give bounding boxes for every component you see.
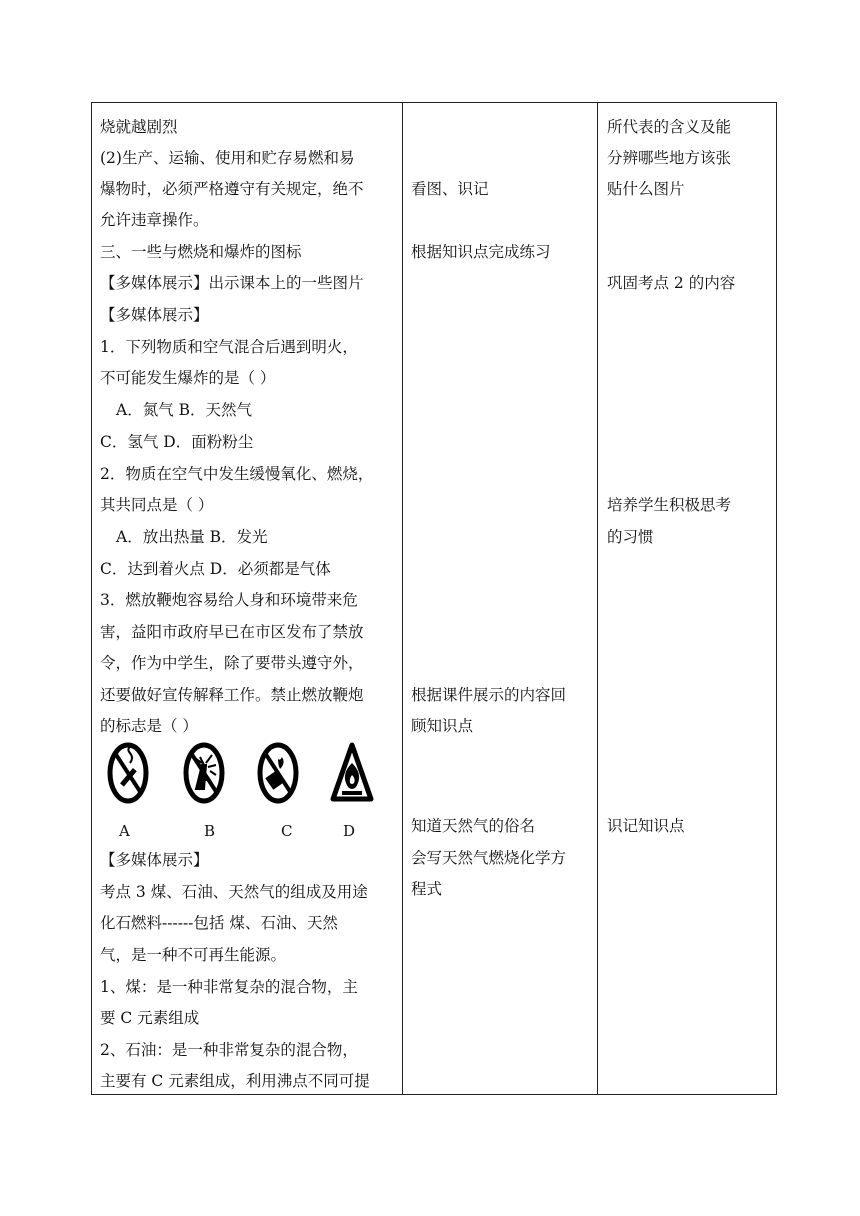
question-2-cont: 其共同点是（ ） [100,496,214,514]
question-3: 3．燃放鞭炮容易给人身和环境带来危 [100,591,358,609]
content-line: 2、石油：是一种非常复杂的混合物， [100,1041,358,1059]
topic-heading: 考点 3 煤、石油、天然气的组成及用途 [100,883,368,901]
content-line: 【多媒体展示】出示课本上的一些图片 [100,274,364,292]
intent-line: 分辨哪些地方该张 [607,149,732,167]
question-1-options-ab: A．氮气 B．天然气 [116,401,253,419]
content-line: 化石燃料------包括 煤、石油、天然 [100,914,338,932]
intent-line: 贴什么图片 [607,180,685,198]
lesson-table [91,102,777,1095]
activity-line: 根据课件展示的内容回 [411,686,567,704]
content-line: 气，是一种不可再生能源。 [100,946,287,964]
question-1: 1．下列物质和空气混合后遇到明火， [100,338,358,356]
flammable-warning-sign-icon [330,741,374,805]
question-3-cont: 害，益阳市政府早已在市区发布了禁放 [100,623,364,641]
activity-column [402,103,598,1094]
activity-line: 顾知识点 [411,717,474,735]
activity-line: 会写天然气燃烧化学方 [411,849,567,867]
question-2-options-ab: A．放出热量 B．发光 [116,528,268,546]
question-3-cont: 令，作为中学生，除了要带头遵守外， [100,654,364,672]
no-lighter-sign-icon [256,741,300,805]
question-1-options-cd: C．氢气 D．面粉粉尘 [100,433,254,451]
option-label-a: A [119,822,130,840]
content-line: 主要有 C 元素组成，利用沸点不同可提 [100,1072,370,1090]
content-line: 要 C 元素组成 [100,1009,200,1027]
multimedia-label: 【多媒体展示】 [100,306,209,324]
option-label-b: B [204,822,216,840]
content-line: 1、煤：是一种非常复杂的混合物，主 [100,978,358,996]
activity-line: 程式 [411,880,443,898]
intent-line: 所代表的含义及能 [607,118,732,136]
intent-line: 培养学生积极思考 [607,496,732,514]
question-3-cont: 还要做好宣传解释工作。禁止燃放鞭炮 [100,686,364,704]
content-line: 烧就越剧烈 [100,118,178,136]
sign-options [104,741,394,811]
option-label-d: D [343,822,356,840]
no-fireworks-sign-icon [182,741,226,805]
activity-line: 知道天然气的俗名 [411,817,536,835]
intent-line: 巩固考点 2 的内容 [607,274,736,292]
activity-line: 根据知识点完成练习 [411,243,551,261]
multimedia-label: 【多媒体展示】 [100,851,209,869]
question-1-cont: 不可能发生爆炸的是（ ） [100,369,276,387]
section-heading: 三、一些与燃烧和爆炸的图标 [100,243,302,261]
activity-line: 看图、识记 [411,180,489,198]
question-3-cont: 的标志是（ ） [100,717,198,735]
intent-line: 识记知识点 [607,817,685,835]
intent-line: 的习惯 [607,528,654,546]
option-label-c: C [281,822,293,840]
content-line: 允许违章操作。 [100,211,209,229]
content-line: 爆物时，必须严格遵守有关规定，绝不 [100,180,364,198]
question-2: 2．物质在空气中发生缓慢氧化、燃烧， [100,465,374,483]
question-2-options-cd: C．达到着火点 D．必须都是气体 [100,560,331,578]
intent-column [597,103,776,1094]
no-smoking-sign-icon [106,741,150,805]
content-line: (2)生产、运输、使用和贮存易燃和易 [100,149,355,167]
content-column [92,103,403,1094]
